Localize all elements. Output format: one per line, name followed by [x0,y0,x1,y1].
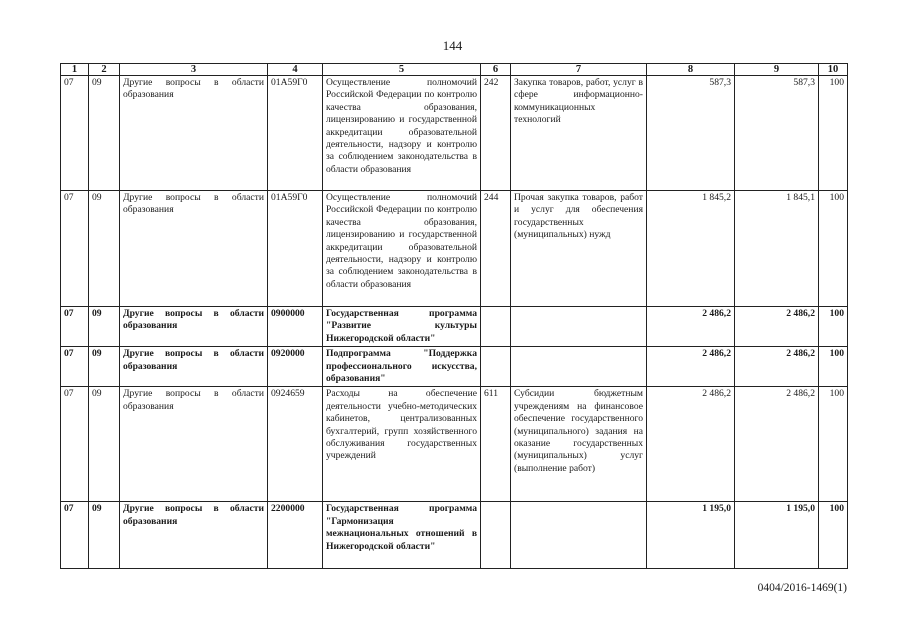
expense-code: 242 [481,76,511,191]
target-name: Государственная программа "Гармонизация межнациональных отношений в Нижегородской области" [323,502,481,569]
actual-amount: 2 486,2 [735,307,819,347]
expense-name [511,307,647,347]
col-header: 3 [120,64,268,76]
subsection-code: 09 [89,76,120,191]
execution-percent: 100 [819,191,848,307]
col-header: 7 [511,64,647,76]
execution-percent: 100 [819,76,848,191]
planned-amount: 1 195,0 [647,502,735,569]
target-name: Государственная программа "Развитие культуры Нижегородской области" [323,307,481,347]
table-row [61,387,848,502]
target-code: 0924659 [268,387,323,502]
target-name: Подпрограмма "Поддержка профессионального искусства, образования" [323,347,481,387]
execution-percent: 100 [819,387,848,502]
target-name: Осуществление полномочий Российской Федерации по контролю качества образования, лицензированию и государственной аккредитации образовательной деятельности, надзору и контролю за соблюдением законодательства в области образования [323,76,481,191]
actual-amount: 2 486,2 [735,347,819,387]
actual-amount: 2 486,2 [735,387,819,502]
section-code: 07 [61,502,89,569]
actual-amount: 1 195,0 [735,502,819,569]
execution-percent: 100 [819,307,848,347]
expense-name: Субсидии бюджетным учреждениям на финансовое обеспечение государственного (муниципального) задания на оказание государственных (муниципальных) услуг (выполнение работ) [511,387,647,502]
table-row [61,502,848,569]
section-code: 07 [61,191,89,307]
expense-code [481,347,511,387]
expense-name: Прочая закупка товаров, работ и услуг для обеспечения государственных (муниципальных) нужд [511,191,647,307]
target-name: Осуществление полномочий Российской Федерации по контролю качества образования, лицензированию и государственной аккредитации образовательной деятельности, надзору и контролю за соблюдением законодательства в области образования [323,191,481,307]
subsection-code: 09 [89,191,120,307]
expense-code [481,307,511,347]
planned-amount: 2 486,2 [647,307,735,347]
expense-name [511,502,647,569]
actual-amount: 587,3 [735,76,819,191]
expense-code: 244 [481,191,511,307]
section-code: 07 [61,347,89,387]
section-name: Другие вопросы в области образования [120,307,268,347]
section-name: Другие вопросы в области образования [120,387,268,502]
section-code: 07 [61,387,89,502]
budget-table [60,63,848,569]
expense-code [481,502,511,569]
document-code: 0404/2016-1469(1) [757,582,847,594]
col-header: 1 [61,64,89,76]
col-header: 2 [89,64,120,76]
section-code: 07 [61,76,89,191]
actual-amount: 1 845,1 [735,191,819,307]
planned-amount: 1 845,2 [647,191,735,307]
col-header: 6 [481,64,511,76]
col-header: 5 [323,64,481,76]
section-name: Другие вопросы в области образования [120,191,268,307]
table-row [61,307,848,347]
section-name: Другие вопросы в области образования [120,347,268,387]
table-header-row [61,64,848,76]
target-code: 0920000 [268,347,323,387]
execution-percent: 100 [819,502,848,569]
section-code: 07 [61,307,89,347]
section-name: Другие вопросы в области образования [120,502,268,569]
target-code: 2200000 [268,502,323,569]
expense-name: Закупка товаров, работ, услуг в сфере информационно-коммуникационных технологий [511,76,647,191]
expense-name [511,347,647,387]
table-row [61,347,848,387]
col-header: 8 [647,64,735,76]
target-code: 0900000 [268,307,323,347]
subsection-code: 09 [89,387,120,502]
page-number: 144 [442,38,463,53]
table-row [61,76,848,191]
planned-amount: 587,3 [647,76,735,191]
subsection-code: 09 [89,502,120,569]
col-header: 4 [268,64,323,76]
target-code: 01А59Г0 [268,191,323,307]
col-header: 9 [735,64,819,76]
subsection-code: 09 [89,307,120,347]
subsection-code: 09 [89,347,120,387]
expense-code: 611 [481,387,511,502]
target-name: Расходы на обеспечение деятельности учебно-методических кабинетов, централизованных бухгалтерий, групп хозяйственного обслуживания государственных учреждений [323,387,481,502]
planned-amount: 2 486,2 [647,347,735,387]
execution-percent: 100 [819,347,848,387]
target-code: 01А59Г0 [268,76,323,191]
section-name: Другие вопросы в области образования [120,76,268,191]
col-header: 10 [819,64,848,76]
table-row [61,191,848,307]
planned-amount: 2 486,2 [647,387,735,502]
